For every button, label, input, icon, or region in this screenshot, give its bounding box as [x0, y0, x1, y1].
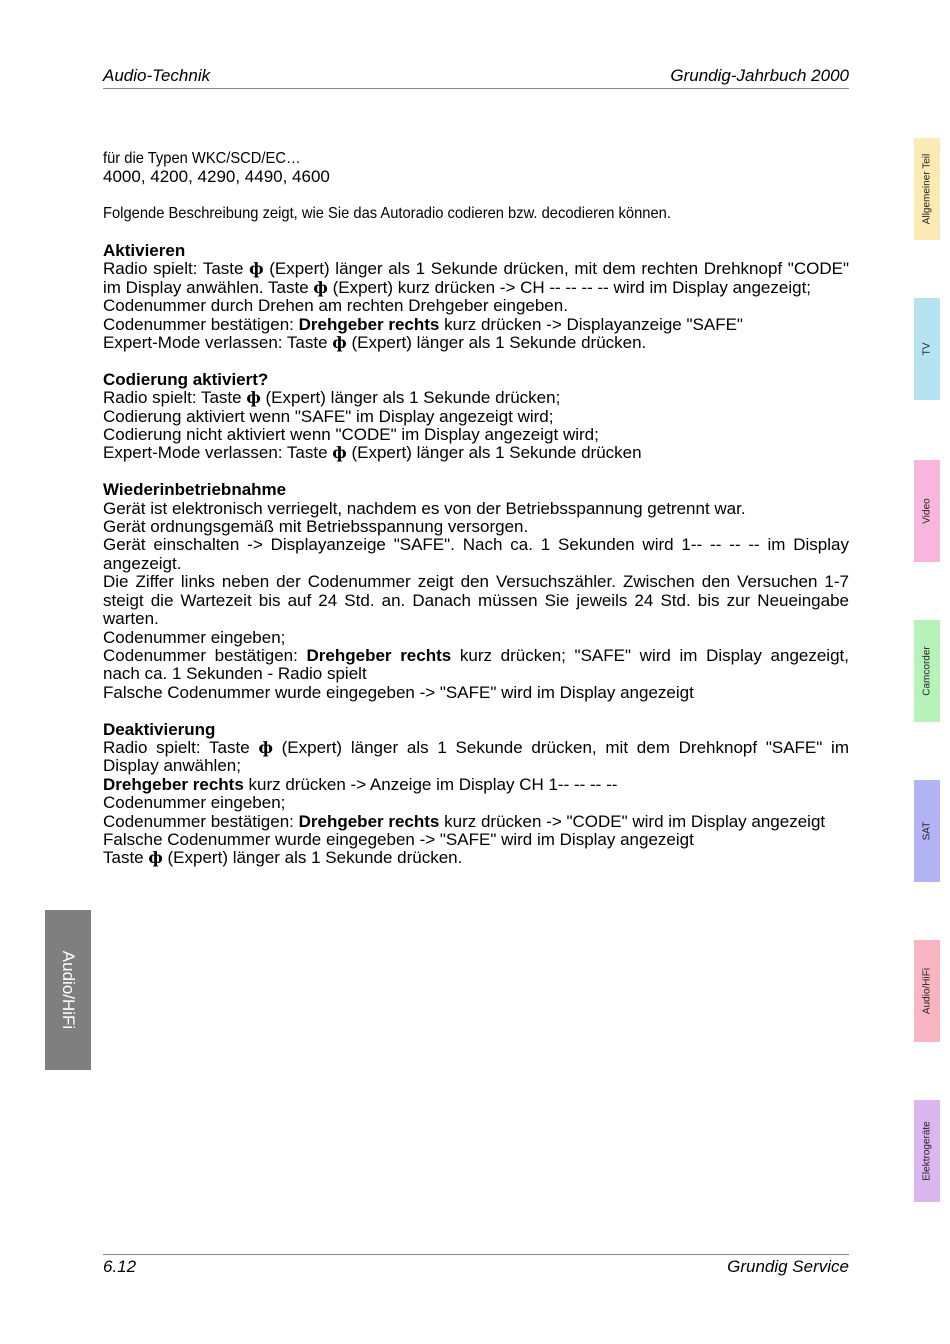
- paragraph: Codenummer bestätigen: Drehgeber rechts kurz drücken -> Displayanzeige "SAFE": [103, 314, 743, 334]
- section-deaktivierung: [103, 721, 849, 868]
- tab-elektrogeraete[interactable]: [914, 1100, 940, 1202]
- tab-label: SAT: [921, 821, 933, 841]
- page-number: 6.12: [103, 1257, 137, 1276]
- paragraph: Codenummer bestätigen: Drehgeber rechts kurz drücken; "SAFE" wird im Display angezeigt, nach ca. 1 Sekunden - Radio spielt: [103, 645, 849, 684]
- paragraph: Radio spielt: Taste ф (Expert) länger als 1 Sekunde drücken;: [103, 388, 561, 408]
- tab-audio-hifi[interactable]: [914, 940, 940, 1042]
- tab-label: TV: [921, 342, 933, 356]
- section-codierung: [103, 371, 849, 463]
- sidebar-text: Audio/HiFi: [59, 950, 78, 1030]
- tab-label: Camcorder: [921, 646, 933, 696]
- section-title: Wiederinbetriebnahme: [103, 480, 287, 500]
- tab-label: Elektrogeräte: [921, 1121, 933, 1181]
- tab-allgemeiner-teil[interactable]: [914, 138, 940, 240]
- expert-button-icon: ф: [332, 333, 347, 353]
- paragraph: Codierung aktiviert wenn "SAFE" im Display angezeigt wird;: [103, 406, 554, 426]
- section-aktivieren: [103, 242, 849, 352]
- intro-models: 4000, 4200, 4290, 4490, 4600: [103, 167, 330, 187]
- paragraph: Codenummer eingeben;: [103, 627, 286, 647]
- page-header: [103, 66, 849, 89]
- expert-button-icon: ф: [246, 388, 261, 408]
- paragraph: Taste ф (Expert) länger als 1 Sekunde drücken.: [103, 848, 463, 868]
- tab-label: Allgemeiner Teil: [921, 153, 933, 225]
- paragraph: Codenummer durch Drehen am rechten Drehgeber eingeben.: [103, 296, 568, 316]
- paragraph: Radio spielt: Taste ф (Expert) länger als 1 Sekunde drücken, mit dem rechten Drehknopf "CODE" im Display anwählen. Taste ф (Expert) kurz drücken -> CH -- -- -- -- wird im Display angezeigt;: [103, 259, 849, 297]
- paragraph: Gerät ist elektronisch verriegelt, nachdem es von der Betriebsspannung getrennt war.: [103, 498, 746, 518]
- paragraph: Codenummer eingeben;: [103, 793, 286, 813]
- footer-right-title: Grundig Service: [727, 1257, 849, 1276]
- section-title: Deaktivierung: [103, 719, 216, 739]
- paragraph: Codenummer bestätigen: Drehgeber rechts kurz drücken -> "CODE" wird im Display angezeigt: [103, 811, 826, 831]
- expert-button-icon: ф: [249, 259, 264, 279]
- section-title: Codierung aktiviert?: [103, 369, 269, 389]
- paragraph: Gerät ordnungsgemäß mit Betriebsspannung versorgen.: [103, 517, 529, 537]
- paragraph: Falsche Codenummer wurde eingegeben -> "SAFE" wird im Display angezeigt: [103, 682, 694, 702]
- expert-button-icon: ф: [148, 848, 163, 868]
- paragraph: Falsche Codenummer wurde eingegeben -> "SAFE" wird im Display angezeigt: [103, 829, 694, 849]
- expert-button-icon: ф: [313, 277, 328, 297]
- page-footer: [103, 1254, 849, 1279]
- paragraph: Drehgeber rechts kurz drücken -> Anzeige im Display CH 1-- -- -- --: [103, 774, 618, 794]
- tab-video[interactable]: [914, 460, 940, 562]
- expert-button-icon: ф: [258, 737, 273, 757]
- paragraph: Gerät einschalten -> Displayanzeige "SAFE". Nach ca. 1 Sekunden wird 1-- -- -- -- im Display angezeigt.: [103, 535, 849, 573]
- tab-tv[interactable]: [914, 298, 940, 400]
- paragraph: Expert-Mode verlassen: Taste ф (Expert) länger als 1 Sekunde drücken.: [103, 333, 647, 353]
- intro-description: Folgende Beschreibung zeigt, wie Sie das Autoradio codieren bzw. decodieren können.: [103, 205, 671, 223]
- tab-label: Audio/HiFi: [921, 967, 933, 1015]
- section-wiederinbetriebnahme: [103, 481, 849, 702]
- intro-types: für die Typen WKC/SCD/EC…: [103, 150, 301, 167]
- section-sidebar-label: [45, 910, 91, 1070]
- paragraph: Expert-Mode verlassen: Taste ф (Expert) länger als 1 Sekunde drücken: [103, 443, 642, 463]
- section-title: Aktivieren: [103, 241, 186, 260]
- tab-sat[interactable]: [914, 780, 940, 882]
- paragraph: Radio spielt: Taste ф (Expert) länger als 1 Sekunde drücken, mit dem Drehknopf "SAFE" im Display anwählen;: [103, 737, 849, 776]
- tab-camcorder[interactable]: [914, 620, 940, 722]
- tab-label: Video: [921, 498, 933, 524]
- header-right-title: Grundig-Jahrbuch 2000: [670, 66, 849, 85]
- expert-button-icon: ф: [332, 443, 347, 463]
- paragraph: Codierung nicht aktiviert wenn "CODE" im Display angezeigt wird;: [103, 425, 599, 445]
- header-left-title: Audio-Technik: [103, 66, 211, 85]
- paragraph: Die Ziffer links neben der Codenummer zeigt den Versuchszähler. Zwischen den Versuchen 1-7 steigt die Wartezeit bis auf 24 Std. an. Danach müssen Sie jeweils 24 Std. bis zur Neueingabe warten.: [103, 572, 849, 629]
- document-body: [103, 150, 849, 868]
